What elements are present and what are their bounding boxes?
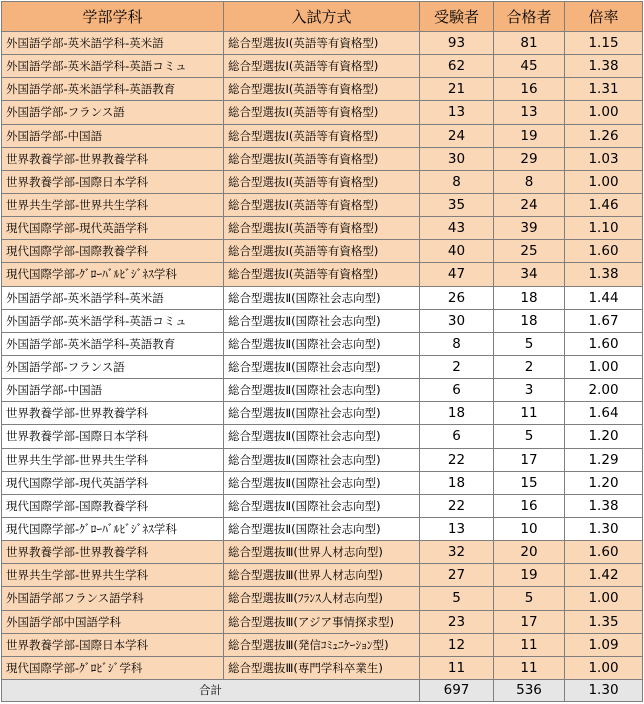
table-row [2,217,643,240]
table-row [2,240,643,263]
applicants-cell: 32 [420,541,494,564]
table-row [2,193,643,216]
passed-cell: 16 [494,494,565,517]
table-row [2,448,643,471]
ratio-cell: 1.26 [565,124,643,147]
passed-cell: 5 [494,425,565,448]
faculty-cell: 外国語学部-英米語学科-英語教育 [2,332,224,355]
ratio-cell: 1.64 [565,402,643,425]
ratio-cell: 1.15 [565,32,643,55]
table-row [2,263,643,286]
applicants-cell: 21 [420,78,494,101]
table-row [2,170,643,193]
passed-cell: 11 [494,656,565,679]
ratio-cell: 1.60 [565,541,643,564]
faculty-cell: 現代国際学部-ｸﾞﾛﾋﾞｼﾞ学科 [2,656,224,679]
passed-cell: 5 [494,587,565,610]
table-row [2,379,643,402]
passed-cell: 2 [494,355,565,378]
passed-cell: 17 [494,448,565,471]
ratio-cell: 1.38 [565,263,643,286]
passed-cell: 15 [494,471,565,494]
header-faculty: 学部学科 [2,2,224,32]
applicants-cell: 12 [420,633,494,656]
method-cell: 総合型選抜Ⅲ(世界人材志向型) [224,564,420,587]
applicants-cell: 18 [420,471,494,494]
method-cell: 総合型選抜Ⅱ(国際社会志向型) [224,471,420,494]
faculty-cell: 現代国際学部-現代英語学科 [2,217,224,240]
applicants-cell: 35 [420,193,494,216]
method-cell: 総合型選抜Ⅰ(英語等有資格型) [224,263,420,286]
table-row [2,286,643,309]
applicants-cell: 30 [420,147,494,170]
applicants-cell: 23 [420,610,494,633]
ratio-cell: 1.67 [565,309,643,332]
passed-cell: 10 [494,517,565,540]
passed-cell: 19 [494,124,565,147]
passed-cell: 19 [494,564,565,587]
applicants-cell: 62 [420,55,494,78]
applicants-cell: 6 [420,425,494,448]
method-cell: 総合型選抜Ⅱ(国際社会志向型) [224,425,420,448]
faculty-cell: 世界教養学部-国際日本学科 [2,633,224,656]
faculty-cell: 外国語学部-英米語学科-英語コミュ [2,309,224,332]
total-label: 合計 [2,679,420,701]
applicants-cell: 43 [420,217,494,240]
faculty-cell: 外国語学部-英米語学科-英語コミュ [2,55,224,78]
passed-cell: 45 [494,55,565,78]
table-row [2,494,643,517]
passed-cell: 20 [494,541,565,564]
faculty-cell: 外国語学部-中国語 [2,379,224,402]
table-row [2,309,643,332]
applicants-cell: 24 [420,124,494,147]
faculty-cell: 世界教養学部-世界教養学科 [2,147,224,170]
faculty-cell: 現代国際学部-国際教養学科 [2,240,224,263]
table-row [2,332,643,355]
admissions-table [1,1,643,702]
faculty-cell: 世界教養学部-世界教養学科 [2,541,224,564]
total-passed: 536 [494,679,565,701]
faculty-cell: 外国語学部-英米語学科-英語教育 [2,78,224,101]
method-cell: 総合型選抜Ⅰ(英語等有資格型) [224,240,420,263]
passed-cell: 8 [494,170,565,193]
faculty-cell: 現代国際学部-現代英語学科 [2,471,224,494]
method-cell: 総合型選抜Ⅲ(アジア事情探求型) [224,610,420,633]
table-row [2,587,643,610]
passed-cell: 11 [494,633,565,656]
faculty-cell: 世界教養学部-世界教養学科 [2,402,224,425]
applicants-cell: 22 [420,494,494,517]
table-row [2,355,643,378]
method-cell: 総合型選抜Ⅰ(英語等有資格型) [224,78,420,101]
faculty-cell: 外国語学部-フランス語 [2,355,224,378]
passed-cell: 17 [494,610,565,633]
faculty-cell: 外国語学部-英米語学科-英米語 [2,32,224,55]
method-cell: 総合型選抜Ⅱ(国際社会志向型) [224,379,420,402]
applicants-cell: 22 [420,448,494,471]
ratio-cell: 1.44 [565,286,643,309]
method-cell: 総合型選抜Ⅰ(英語等有資格型) [224,147,420,170]
faculty-cell: 外国語学部フランス語学科 [2,587,224,610]
method-cell: 総合型選抜Ⅰ(英語等有資格型) [224,217,420,240]
ratio-cell: 1.38 [565,55,643,78]
passed-cell: 13 [494,101,565,124]
header-row [2,2,643,32]
passed-cell: 11 [494,402,565,425]
passed-cell: 24 [494,193,565,216]
table-row [2,656,643,679]
table-row [2,402,643,425]
applicants-cell: 18 [420,402,494,425]
method-cell: 総合型選抜Ⅱ(国際社会志向型) [224,494,420,517]
method-cell: 総合型選抜Ⅰ(英語等有資格型) [224,193,420,216]
ratio-cell: 1.00 [565,101,643,124]
header-method: 入試方式 [224,2,420,32]
method-cell: 総合型選抜Ⅰ(英語等有資格型) [224,32,420,55]
applicants-cell: 27 [420,564,494,587]
passed-cell: 81 [494,32,565,55]
passed-cell: 3 [494,379,565,402]
ratio-cell: 1.00 [565,587,643,610]
faculty-cell: 世界共生学部-世界共生学科 [2,564,224,587]
method-cell: 総合型選抜Ⅲ(ﾌﾗﾝｽ人材志向型) [224,587,420,610]
ratio-cell: 1.10 [565,217,643,240]
method-cell: 総合型選抜Ⅱ(国際社会志向型) [224,332,420,355]
total-row [2,679,643,701]
method-cell: 総合型選抜Ⅲ(発信ｺﾐｭﾆｹｰｼｮﾝ型) [224,633,420,656]
ratio-cell: 1.20 [565,471,643,494]
table-row [2,471,643,494]
faculty-cell: 現代国際学部-ｸﾞﾛｰﾊﾞﾙﾋﾞｼﾞﾈｽ学科 [2,517,224,540]
applicants-cell: 11 [420,656,494,679]
header-applicants: 受験者 [420,2,494,32]
method-cell: 総合型選抜Ⅰ(英語等有資格型) [224,101,420,124]
faculty-cell: 世界共生学部-世界共生学科 [2,448,224,471]
method-cell: 総合型選抜Ⅲ(専門学科卒業生) [224,656,420,679]
faculty-cell: 外国語学部-英米語学科-英米語 [2,286,224,309]
table-row [2,124,643,147]
faculty-cell: 外国語学部-フランス語 [2,101,224,124]
ratio-cell: 1.38 [565,494,643,517]
method-cell: 総合型選抜Ⅱ(国際社会志向型) [224,517,420,540]
applicants-cell: 8 [420,332,494,355]
table-row [2,425,643,448]
passed-cell: 5 [494,332,565,355]
table-row [2,610,643,633]
table-row [2,517,643,540]
ratio-cell: 1.29 [565,448,643,471]
faculty-cell: 外国語学部中国語学科 [2,610,224,633]
ratio-cell: 2.00 [565,379,643,402]
method-cell: 総合型選抜Ⅱ(国際社会志向型) [224,355,420,378]
ratio-cell: 1.60 [565,332,643,355]
applicants-cell: 5 [420,587,494,610]
table-row [2,32,643,55]
passed-cell: 25 [494,240,565,263]
method-cell: 総合型選抜Ⅱ(国際社会志向型) [224,448,420,471]
ratio-cell: 1.09 [565,633,643,656]
faculty-cell: 世界共生学部-世界共生学科 [2,193,224,216]
applicants-cell: 13 [420,101,494,124]
passed-cell: 34 [494,263,565,286]
applicants-cell: 6 [420,379,494,402]
applicants-cell: 30 [420,309,494,332]
method-cell: 総合型選抜Ⅱ(国際社会志向型) [224,286,420,309]
ratio-cell: 1.46 [565,193,643,216]
table-row [2,147,643,170]
ratio-cell: 1.20 [565,425,643,448]
passed-cell: 16 [494,78,565,101]
method-cell: 総合型選抜Ⅰ(英語等有資格型) [224,170,420,193]
method-cell: 総合型選抜Ⅰ(英語等有資格型) [224,55,420,78]
ratio-cell: 1.31 [565,78,643,101]
method-cell: 総合型選抜Ⅱ(国際社会志向型) [224,309,420,332]
table-row [2,633,643,656]
header-passed: 合格者 [494,2,565,32]
faculty-cell: 現代国際学部-ｸﾞﾛｰﾊﾞﾙﾋﾞｼﾞﾈｽ学科 [2,263,224,286]
ratio-cell: 1.60 [565,240,643,263]
passed-cell: 18 [494,286,565,309]
table-row [2,55,643,78]
passed-cell: 39 [494,217,565,240]
ratio-cell: 1.35 [565,610,643,633]
table-row [2,101,643,124]
method-cell: 総合型選抜Ⅲ(世界人材志向型) [224,541,420,564]
header-ratio: 倍率 [565,2,643,32]
total-applicants: 697 [420,679,494,701]
table-row [2,564,643,587]
passed-cell: 18 [494,309,565,332]
ratio-cell: 1.42 [565,564,643,587]
applicants-cell: 93 [420,32,494,55]
ratio-cell: 1.00 [565,656,643,679]
ratio-cell: 1.30 [565,517,643,540]
faculty-cell: 現代国際学部-国際教養学科 [2,494,224,517]
applicants-cell: 13 [420,517,494,540]
table-row [2,78,643,101]
applicants-cell: 47 [420,263,494,286]
faculty-cell: 世界教養学部-国際日本学科 [2,425,224,448]
applicants-cell: 26 [420,286,494,309]
faculty-cell: 世界教養学部-国際日本学科 [2,170,224,193]
table-row [2,541,643,564]
ratio-cell: 1.00 [565,355,643,378]
faculty-cell: 外国語学部-中国語 [2,124,224,147]
applicants-cell: 8 [420,170,494,193]
total-ratio: 1.30 [565,679,643,701]
passed-cell: 29 [494,147,565,170]
applicants-cell: 2 [420,355,494,378]
applicants-cell: 40 [420,240,494,263]
method-cell: 総合型選抜Ⅰ(英語等有資格型) [224,124,420,147]
ratio-cell: 1.03 [565,147,643,170]
ratio-cell: 1.00 [565,170,643,193]
method-cell: 総合型選抜Ⅱ(国際社会志向型) [224,402,420,425]
